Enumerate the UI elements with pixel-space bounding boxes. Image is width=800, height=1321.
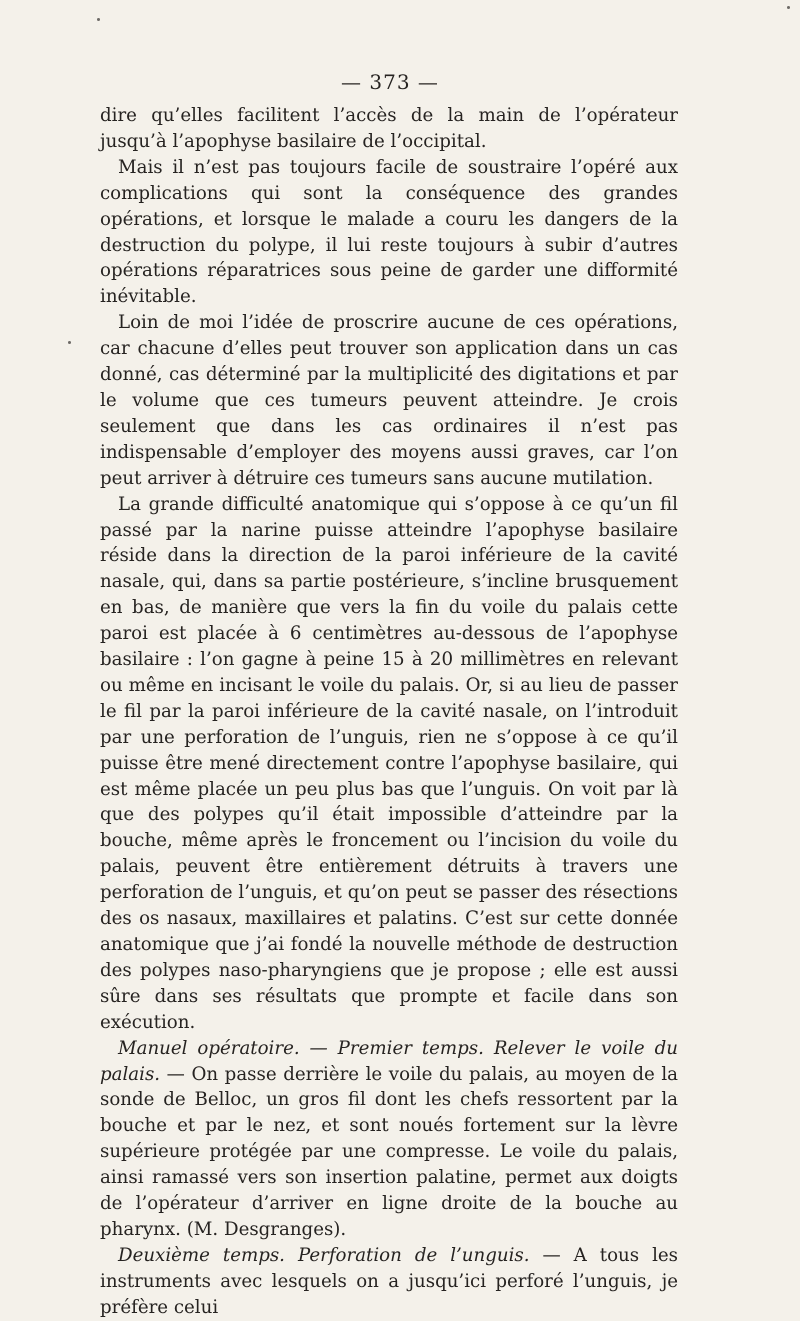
paragraph [100,103,678,155]
paragraph-text: Loin de moi l’idée de proscrire aucune de ces opérations, car chacune d’elles peut trouver son application dans un cas donné, cas déterminé par la multiplicité des digitations et par le volume que ces tumeurs peuvent atteindre. Je crois seulement que dans les cas ordinaires il n’est pas indispensable d’employer des moyens aussi graves, car l’on peut arriver à détruire ces tumeurs sans aucune mutilation. [100,312,678,489]
section-heading: Manuel opératoire. — Premier temps. Relever le voile du palais. [100,1037,678,1085]
paragraph [100,310,678,491]
paragraph [100,155,678,310]
paragraph [100,492,678,1036]
print-speck [97,18,100,21]
paragraph-text: — On passe derrière le voile du palais, au moyen de la sonde de Belloc, un gros fil dont les chefs ressortent par la bouche et par le nez, et sont noués fortement sur la lèvre supérieure protégée par une compresse. Le voile du palais, ainsi ramassé vers son insertion palatine, permet aux doigts de l’opérateur d’arriver en ligne droite de la bouche au pharynx. (M. Desgranges). [100,1063,678,1240]
body-text [100,103,678,1321]
paragraph [100,1243,678,1321]
paragraph-text: Mais il n’est pas toujours facile de soustraire l’opéré aux complications qui sont la conséquence des grandes opérations, et lorsque le malade a couru les dangers de la destruction du polype, il lui reste toujours à subir d’autres opérations réparatrices sous peine de garder une difformité inévitable. [100,156,678,308]
paragraph-text: La grande difficulté anatomique qui s’oppose à ce qu’un fil passé par la narine puisse atteindre l’apophyse basilaire réside dans la direction de la paroi inférieure de la cavité nasale, qui, dans sa partie postérieure, s’incline brusquement en bas, de manière que vers la fin du voile du palais cette paroi est placée à 6 centimètres au-dessous de l’apophyse basilaire : l’on gagne à peine 15 à 20 millimètres en relevant ou même en incisant le voile du palais. Or, si au lieu de passer le fil par la paroi inférieure de la cavité nasale, on l’introduit par une perforation de l’unguis, rien ne s’oppose à ce qu’il puisse être mené directement contre l’apophyse basilaire, qui est même placée un peu plus bas que l’unguis. On voit par là que des polypes qu’il était impossible d’atteindre par la bouche, même après le froncement ou l’incision du voile du palais, peuvent être entièrement détruits à travers une perforation de l’unguis, et qu’on peut se passer des résections des os nasaux, maxillaires et palatins. C’est sur cette donnée anatomique que j’ai fondé la nouvelle méthode de destruction des polypes naso-pharyngiens que je propose ; elle est aussi sûre dans ses résultats que prompte et facile dans son exécution. [100,493,678,1033]
paragraph-text: dire qu’elles facilitent l’accès de la main de l’opérateur jusqu’à l’apophyse basilaire de l’occipital. [100,105,678,152]
print-speck [68,341,71,344]
paragraph-text: — A tous les instruments avec lesquels on a jusqu’ici perforé l’unguis, je préfère celui [100,1244,678,1318]
paragraph [100,1036,678,1243]
section-heading: Deuxième temps. Perforation de l’unguis. [118,1244,530,1266]
page-number: — 373 — [341,70,439,94]
print-speck [787,6,790,9]
